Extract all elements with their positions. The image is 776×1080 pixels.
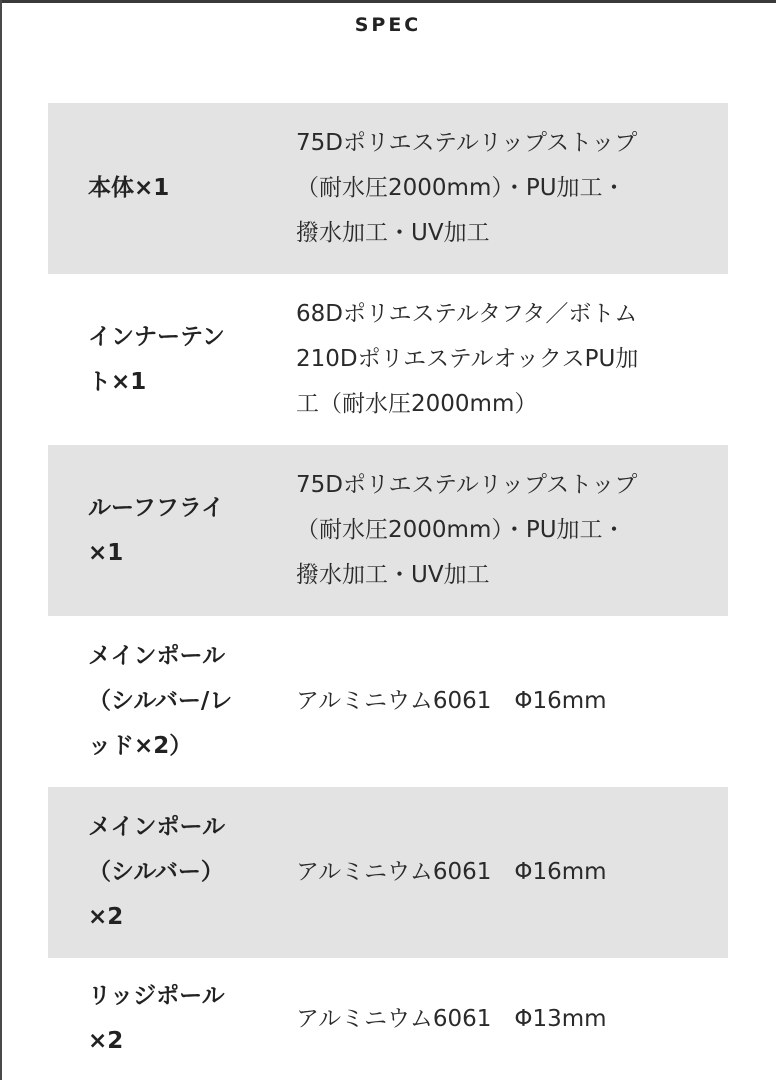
spec-value: アルミニウム6061 Φ16mm	[296, 688, 607, 714]
spec-value: アルミニウム6061 Φ13mm	[296, 1005, 607, 1032]
spec-value: アルミニウム6061 Φ16mm	[296, 859, 607, 885]
spec-label: メインポール （シルバー） ×2	[88, 814, 226, 930]
spec-value: 75Dポリエステルリップストップ （耐水圧2000mm）・PU加工・ 撥水加工・UV加工	[296, 472, 638, 588]
spec-row-main-pole-silver	[48, 787, 728, 958]
spec-row-main-pole-silver-red	[48, 616, 728, 787]
spec-value: 75Dポリエステルリップストップ （耐水圧2000mm）・PU加工・ 撥水加工・UV加工	[296, 130, 638, 246]
spec-label: リッジポール ×2	[88, 983, 225, 1054]
top-border	[0, 0, 776, 3]
spec-row-roof-fly	[48, 445, 728, 616]
spec-row-body	[48, 103, 728, 274]
spec-label: 本体×1	[88, 175, 170, 201]
left-border	[0, 0, 2, 1080]
spec-heading: SPEC	[354, 14, 422, 36]
spec-label: インナーテン ト×1	[88, 323, 225, 395]
spec-row-ridge-pole	[48, 958, 728, 1080]
spec-table	[48, 103, 728, 1080]
spec-value: 68Dポリエステルタフタ／ボトム 210DポリエステルオックスPU加 工（耐水圧2000mm）	[296, 301, 639, 417]
spec-label: メインポール （シルバー/レ ッド×2）	[88, 643, 233, 759]
spec-label: ルーフフライ ×1	[88, 494, 225, 566]
spec-row-inner-tent	[48, 274, 728, 445]
